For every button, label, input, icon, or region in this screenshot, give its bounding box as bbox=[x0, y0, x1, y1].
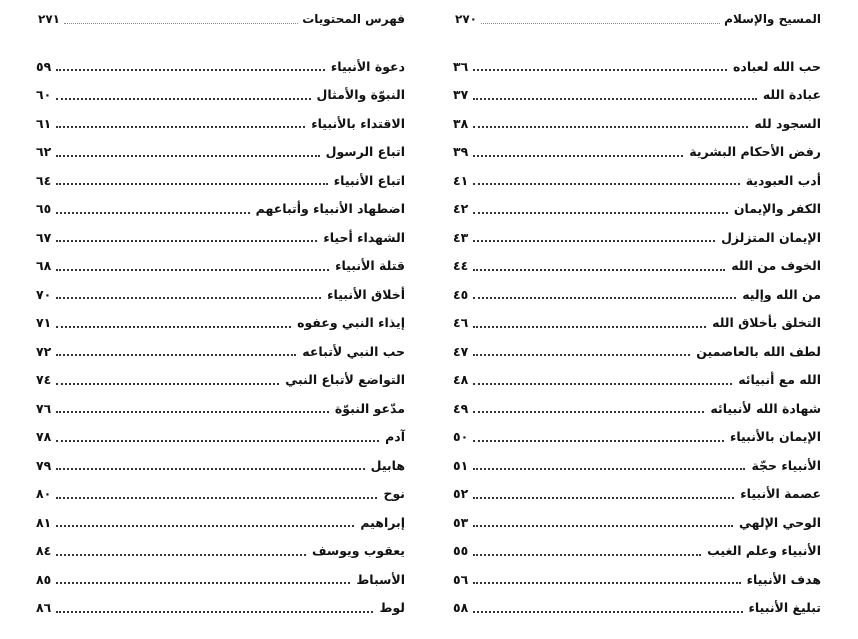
leader-dots bbox=[473, 269, 725, 271]
leader-dots bbox=[473, 155, 683, 157]
leader-dots bbox=[56, 212, 250, 214]
toc-entry-title: النبوّة والأمثال bbox=[316, 87, 405, 103]
leader-dots bbox=[473, 611, 743, 613]
toc-entry bbox=[36, 537, 405, 566]
toc-entry bbox=[36, 52, 405, 81]
toc-entry bbox=[36, 451, 405, 480]
toc-entry bbox=[36, 138, 405, 167]
toc-entry-page: ٥٢ bbox=[453, 486, 469, 502]
toc-entry bbox=[453, 565, 821, 594]
toc-entry-page: ٤٤ bbox=[453, 258, 469, 274]
toc-entry-title: اتباع الرسول bbox=[325, 144, 405, 160]
toc-entry-title: الشهداء أحياء bbox=[323, 229, 405, 245]
toc-entry-title: الاقتداء بالأنبياء bbox=[311, 115, 405, 131]
toc-entry-page: ٥٩ bbox=[36, 58, 52, 74]
toc-entry-title: لطف الله بالعاصمين bbox=[696, 343, 821, 359]
toc-entry-title: لوط bbox=[379, 600, 405, 616]
toc-entry bbox=[36, 309, 405, 338]
toc-list bbox=[453, 52, 821, 622]
toc-entry-title: نوح bbox=[383, 486, 405, 502]
toc-entry-page: ٨٦ bbox=[36, 600, 52, 616]
leader-dots bbox=[56, 383, 279, 385]
toc-list bbox=[36, 52, 405, 622]
leader-dots bbox=[473, 468, 745, 470]
toc-entry-title: هدف الأنبياء bbox=[746, 571, 821, 587]
toc-entry-page: ٦٠ bbox=[36, 87, 52, 103]
leader-dots bbox=[56, 582, 350, 584]
toc-entry-title: الإيمان المتزلزل bbox=[721, 229, 821, 245]
toc-entry bbox=[453, 337, 821, 366]
toc-entry bbox=[36, 280, 405, 309]
leader-dots bbox=[473, 126, 748, 128]
leader-dots bbox=[56, 126, 305, 128]
toc-entry-title: الله مع أنبيائه bbox=[738, 372, 821, 388]
leader-dots bbox=[473, 440, 724, 442]
toc-entry bbox=[36, 423, 405, 452]
leader-dots bbox=[473, 240, 715, 242]
toc-entry bbox=[453, 537, 821, 566]
toc-entry-title: الخوف من الله bbox=[731, 258, 821, 274]
toc-entry-page: ٨٤ bbox=[36, 543, 52, 559]
toc-entry-page: ٤٨ bbox=[453, 372, 469, 388]
toc-entry bbox=[36, 565, 405, 594]
toc-entry bbox=[36, 508, 405, 537]
toc-entry bbox=[453, 366, 821, 395]
toc-entry bbox=[36, 366, 405, 395]
toc-entry-page: ٦٨ bbox=[36, 258, 52, 274]
toc-entry-title: السجود لله bbox=[754, 115, 821, 131]
toc-entry-page: ٤٥ bbox=[453, 286, 469, 302]
toc-entry-page: ٥٥ bbox=[453, 543, 469, 559]
toc-entry-page: ٨٠ bbox=[36, 486, 52, 502]
toc-entry bbox=[453, 223, 821, 252]
toc-entry bbox=[453, 252, 821, 281]
toc-entry-page: ٦٥ bbox=[36, 201, 52, 217]
toc-entry-title: من الله وإليه bbox=[742, 286, 821, 302]
toc-entry-page: ٨١ bbox=[36, 514, 52, 530]
toc-entry bbox=[453, 81, 821, 110]
toc-entry bbox=[36, 394, 405, 423]
leader-dots bbox=[56, 269, 329, 271]
toc-entry-page: ٤٧ bbox=[453, 343, 469, 359]
toc-entry-title: الأنبياء حجّة bbox=[751, 457, 821, 473]
toc-entry bbox=[36, 337, 405, 366]
toc-entry bbox=[453, 394, 821, 423]
right-page bbox=[429, 0, 858, 639]
toc-entry-title: آدم bbox=[385, 429, 405, 445]
page-number: ٢٧١ bbox=[38, 12, 60, 26]
leader-dots bbox=[473, 497, 734, 499]
leader-dots bbox=[56, 155, 320, 157]
leader-dots bbox=[473, 326, 706, 328]
leader-dots bbox=[56, 497, 377, 499]
toc-entry bbox=[453, 52, 821, 81]
leader-dots bbox=[473, 297, 736, 299]
leader-dots bbox=[56, 468, 365, 470]
leader-dots bbox=[56, 525, 354, 527]
toc-entry-title: حب الله لعباده bbox=[733, 58, 821, 74]
header-title: المسيح والإسلام bbox=[724, 12, 821, 26]
toc-entry-title: التخلق بأخلاق الله bbox=[712, 315, 821, 331]
toc-entry-title: اتباع الأنبياء bbox=[333, 172, 405, 188]
toc-entry-page: ٣٧ bbox=[453, 87, 469, 103]
header-title: فهرس المحتويات bbox=[302, 12, 405, 26]
page-number: ٢٧٠ bbox=[455, 12, 477, 26]
leader-dots bbox=[473, 212, 728, 214]
toc-entry-page: ٧٤ bbox=[36, 372, 52, 388]
toc-entry-title: عصمة الأنبياء bbox=[740, 486, 821, 502]
toc-entry-page: ٥٦ bbox=[453, 571, 469, 587]
toc-entry bbox=[453, 109, 821, 138]
toc-entry-title: قتلة الأنبياء bbox=[335, 258, 405, 274]
leader-dots bbox=[56, 240, 317, 242]
toc-entry bbox=[36, 166, 405, 195]
leader-dots bbox=[473, 183, 740, 185]
toc-entry-title: اضطهاد الأنبياء وأتباعهم bbox=[255, 201, 405, 217]
toc-entry bbox=[36, 480, 405, 509]
leader-dots bbox=[56, 354, 296, 356]
toc-entry bbox=[453, 280, 821, 309]
toc-entry-page: ٦٢ bbox=[36, 144, 52, 160]
toc-entry-title: يعقوب ويوسف bbox=[312, 543, 405, 559]
toc-entry bbox=[453, 451, 821, 480]
toc-entry-title: إيذاء النبي وعفوه bbox=[297, 315, 405, 331]
toc-entry-title: أخلاق الأنبياء bbox=[327, 286, 405, 302]
toc-entry-page: ٥٨ bbox=[453, 600, 469, 616]
leader-dots bbox=[56, 98, 311, 100]
leader-dots bbox=[56, 183, 328, 185]
toc-entry-title: شهادة الله لأنبيائه bbox=[710, 400, 821, 416]
toc-entry-title: هابيل bbox=[370, 457, 405, 473]
leader-dots bbox=[56, 611, 373, 613]
toc-entry-page: ٦١ bbox=[36, 115, 52, 131]
toc-entry-title: إبراهيم bbox=[360, 514, 405, 530]
toc-entry bbox=[36, 81, 405, 110]
leader-dots bbox=[473, 69, 727, 71]
leader-dots bbox=[56, 554, 306, 556]
leader-dots bbox=[473, 98, 757, 100]
toc-entry-title: حب النبي لأتباعه bbox=[302, 343, 405, 359]
toc-entry bbox=[453, 166, 821, 195]
toc-entry bbox=[453, 138, 821, 167]
toc-entry-title: الأسباط bbox=[356, 571, 405, 587]
toc-entry bbox=[36, 252, 405, 281]
toc-entry-page: ٦٤ bbox=[36, 172, 52, 188]
toc-entry-page: ٧٦ bbox=[36, 400, 52, 416]
toc-entry-page: ٧٨ bbox=[36, 429, 52, 445]
toc-entry-page: ٥٣ bbox=[453, 514, 469, 530]
toc-entry-page: ٣٩ bbox=[453, 144, 469, 160]
leader-dots bbox=[473, 554, 701, 556]
toc-entry bbox=[453, 423, 821, 452]
toc-entry-page: ٧٩ bbox=[36, 457, 52, 473]
leader-dots bbox=[56, 411, 329, 413]
running-header bbox=[455, 10, 821, 28]
toc-entry bbox=[453, 480, 821, 509]
toc-entry-page: ٧٠ bbox=[36, 286, 52, 302]
toc-entry bbox=[36, 109, 405, 138]
leader-dots bbox=[473, 383, 732, 385]
toc-entry-title: الوحي الإلهي bbox=[738, 514, 821, 530]
toc-entry-page: ٥١ bbox=[453, 457, 469, 473]
toc-entry-title: التواضع لأتباع النبي bbox=[285, 372, 405, 388]
running-header bbox=[38, 10, 405, 28]
toc-entry-title: رفض الأحكام البشرية bbox=[689, 144, 821, 160]
leader-dots bbox=[473, 582, 741, 584]
toc-entry-title: الإيمان بالأنبياء bbox=[729, 429, 821, 445]
toc-entry bbox=[453, 195, 821, 224]
toc-entry-title: تبليغ الأنبياء bbox=[748, 600, 821, 616]
toc-entry-page: ٤١ bbox=[453, 172, 469, 188]
toc-entry-page: ٥٠ bbox=[453, 429, 469, 445]
toc-entry bbox=[36, 195, 405, 224]
toc-entry-page: ٧١ bbox=[36, 315, 52, 331]
toc-entry-title: دعوة الأنبياء bbox=[330, 58, 405, 74]
toc-entry bbox=[453, 309, 821, 338]
toc-entry bbox=[453, 594, 821, 623]
toc-entry-page: ٦٧ bbox=[36, 229, 52, 245]
leader-dots bbox=[473, 525, 733, 527]
header-leader-dots bbox=[64, 23, 298, 24]
toc-entry-page: ٧٢ bbox=[36, 343, 52, 359]
toc-entry-title: الكفر والإيمان bbox=[733, 201, 821, 217]
toc-entry-title: أدب العبودية bbox=[745, 172, 821, 188]
toc-entry-page: ٤٣ bbox=[453, 229, 469, 245]
toc-entry bbox=[36, 594, 405, 623]
toc-entry bbox=[453, 508, 821, 537]
toc-entry-page: ٣٨ bbox=[453, 115, 469, 131]
toc-entry-title: عبادة الله bbox=[762, 87, 821, 103]
leader-dots bbox=[473, 411, 704, 413]
toc-entry-title: مدّعو النبوّة bbox=[334, 400, 405, 416]
leader-dots bbox=[56, 297, 321, 299]
leader-dots bbox=[473, 354, 690, 356]
toc-entry bbox=[36, 223, 405, 252]
leader-dots bbox=[56, 440, 379, 442]
toc-entry-page: ٤٩ bbox=[453, 400, 469, 416]
toc-entry-page: ٣٦ bbox=[453, 58, 469, 74]
header-leader-dots bbox=[481, 23, 720, 24]
leader-dots bbox=[56, 326, 291, 328]
toc-entry-title: الأنبياء وعلم الغيب bbox=[707, 543, 821, 559]
toc-entry-page: ٨٥ bbox=[36, 571, 52, 587]
toc-entry-page: ٤٦ bbox=[453, 315, 469, 331]
toc-entry-page: ٤٢ bbox=[453, 201, 469, 217]
leader-dots bbox=[56, 69, 325, 71]
